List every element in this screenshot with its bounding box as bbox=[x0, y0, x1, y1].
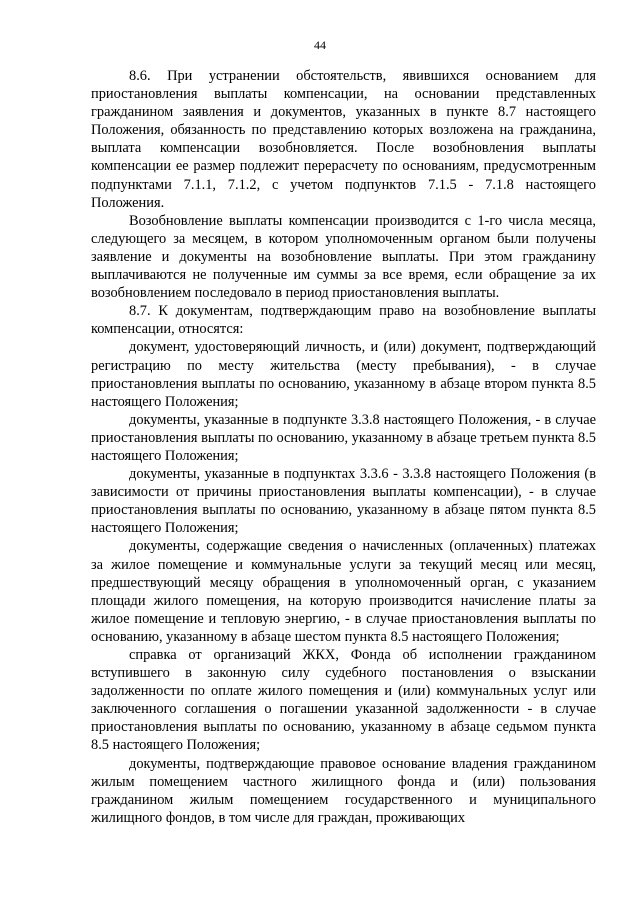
list-item-identity-document: документ, удостоверяющий личность, и (или) документ, подтверждающий регистрацию по месту жительства (месту пребывания), - в случае приостановления выплаты по основанию, указанному в абзаце втором пункта 8.5 настоящего Положения; bbox=[91, 339, 596, 410]
paragraph-8-7: 8.7. К документам, подтверждающим право на возобновление выплаты компенсации, относятся: bbox=[91, 303, 596, 338]
list-item-documents-3-3-8: документы, указанные в подпункте 3.3.8 настоящего Положения, - в случае приостановления выплаты по основанию, указанному в абзаце третьем пункта 8.5 настоящего Положения; bbox=[91, 411, 597, 464]
list-item-utility-certificate: справка от организаций ЖКХ, Фонда об исполнении гражданином вступившего в законную силу судебного постановления о взыскании задолженности по оплате жилого помещения и (или) коммунальных услуг или заключенного соглашения о погашении указанной задолженности - в случае приостановления выплаты по основанию, указанному в абзаце седьмом пункта 8.5 настоящего Положения; bbox=[91, 647, 596, 754]
list-item-documents-3-3-6: документы, указанные в подпунктах 3.3.6 - 3.3.8 настоящего Положения (в зависимости от причины приостановления выплаты компенсации), - в случае приостановления выплаты по основанию, указанному в абзаце пятом пункта 8.5 настоящего Положения; bbox=[91, 466, 596, 537]
list-item-ownership-documents: документы, подтверждающие правовое основание владения гражданином жилым помещением частного жилищного фонда и (или) пользования гражданином жилым помещением государственного и муниципального жилищного фондов, в том числе для граждан, проживающих bbox=[91, 755, 596, 826]
paragraph-8-6: 8.6. При устранении обстоятельств, явившихся основанием для приостановления выплаты компенсации, на основании представленных гражданином заявления и документов, указанных в пункте 8.7 настоящего Положения, обязанность по представлению которых возложена на гражданина, выплата компенсации возобновляется. После возобновления выплаты компенсации ее размер подлежит перерасчету по основаниям, предусмотренным подпунктами 7.1.1, 7.1.2, с учетом подпунктов 7.1.5 - 7.1.8 настоящего Положения. bbox=[91, 68, 596, 211]
paragraph-resumption-terms: Возобновление выплаты компенсации производится с 1-го числа месяца, следующего за месяцем, в котором уполномоченным органом были получены заявление и документы на возобновление выплаты. При этом гражданину выплачиваются не полученные им суммы за все время, если обращение за их возобновлением последовало в период приостановления выплаты. bbox=[91, 212, 596, 302]
page-number: 44 bbox=[314, 38, 326, 52]
document-body bbox=[91, 67, 596, 827]
list-item-payment-documents: документы, содержащие сведения о начисленных (оплаченных) платежах за жилое помещение и коммунальные услуги за текущий месяц или месяц, предшествующий месяцу обращения в уполномоченный орган, с указанием площади жилого помещения, на которую производится начисление платы за жилое помещение и тепловую энергию, - в случае приостановления выплаты по основанию, указанному в абзаце шестом пункта 8.5 настоящего Положения; bbox=[91, 538, 596, 645]
